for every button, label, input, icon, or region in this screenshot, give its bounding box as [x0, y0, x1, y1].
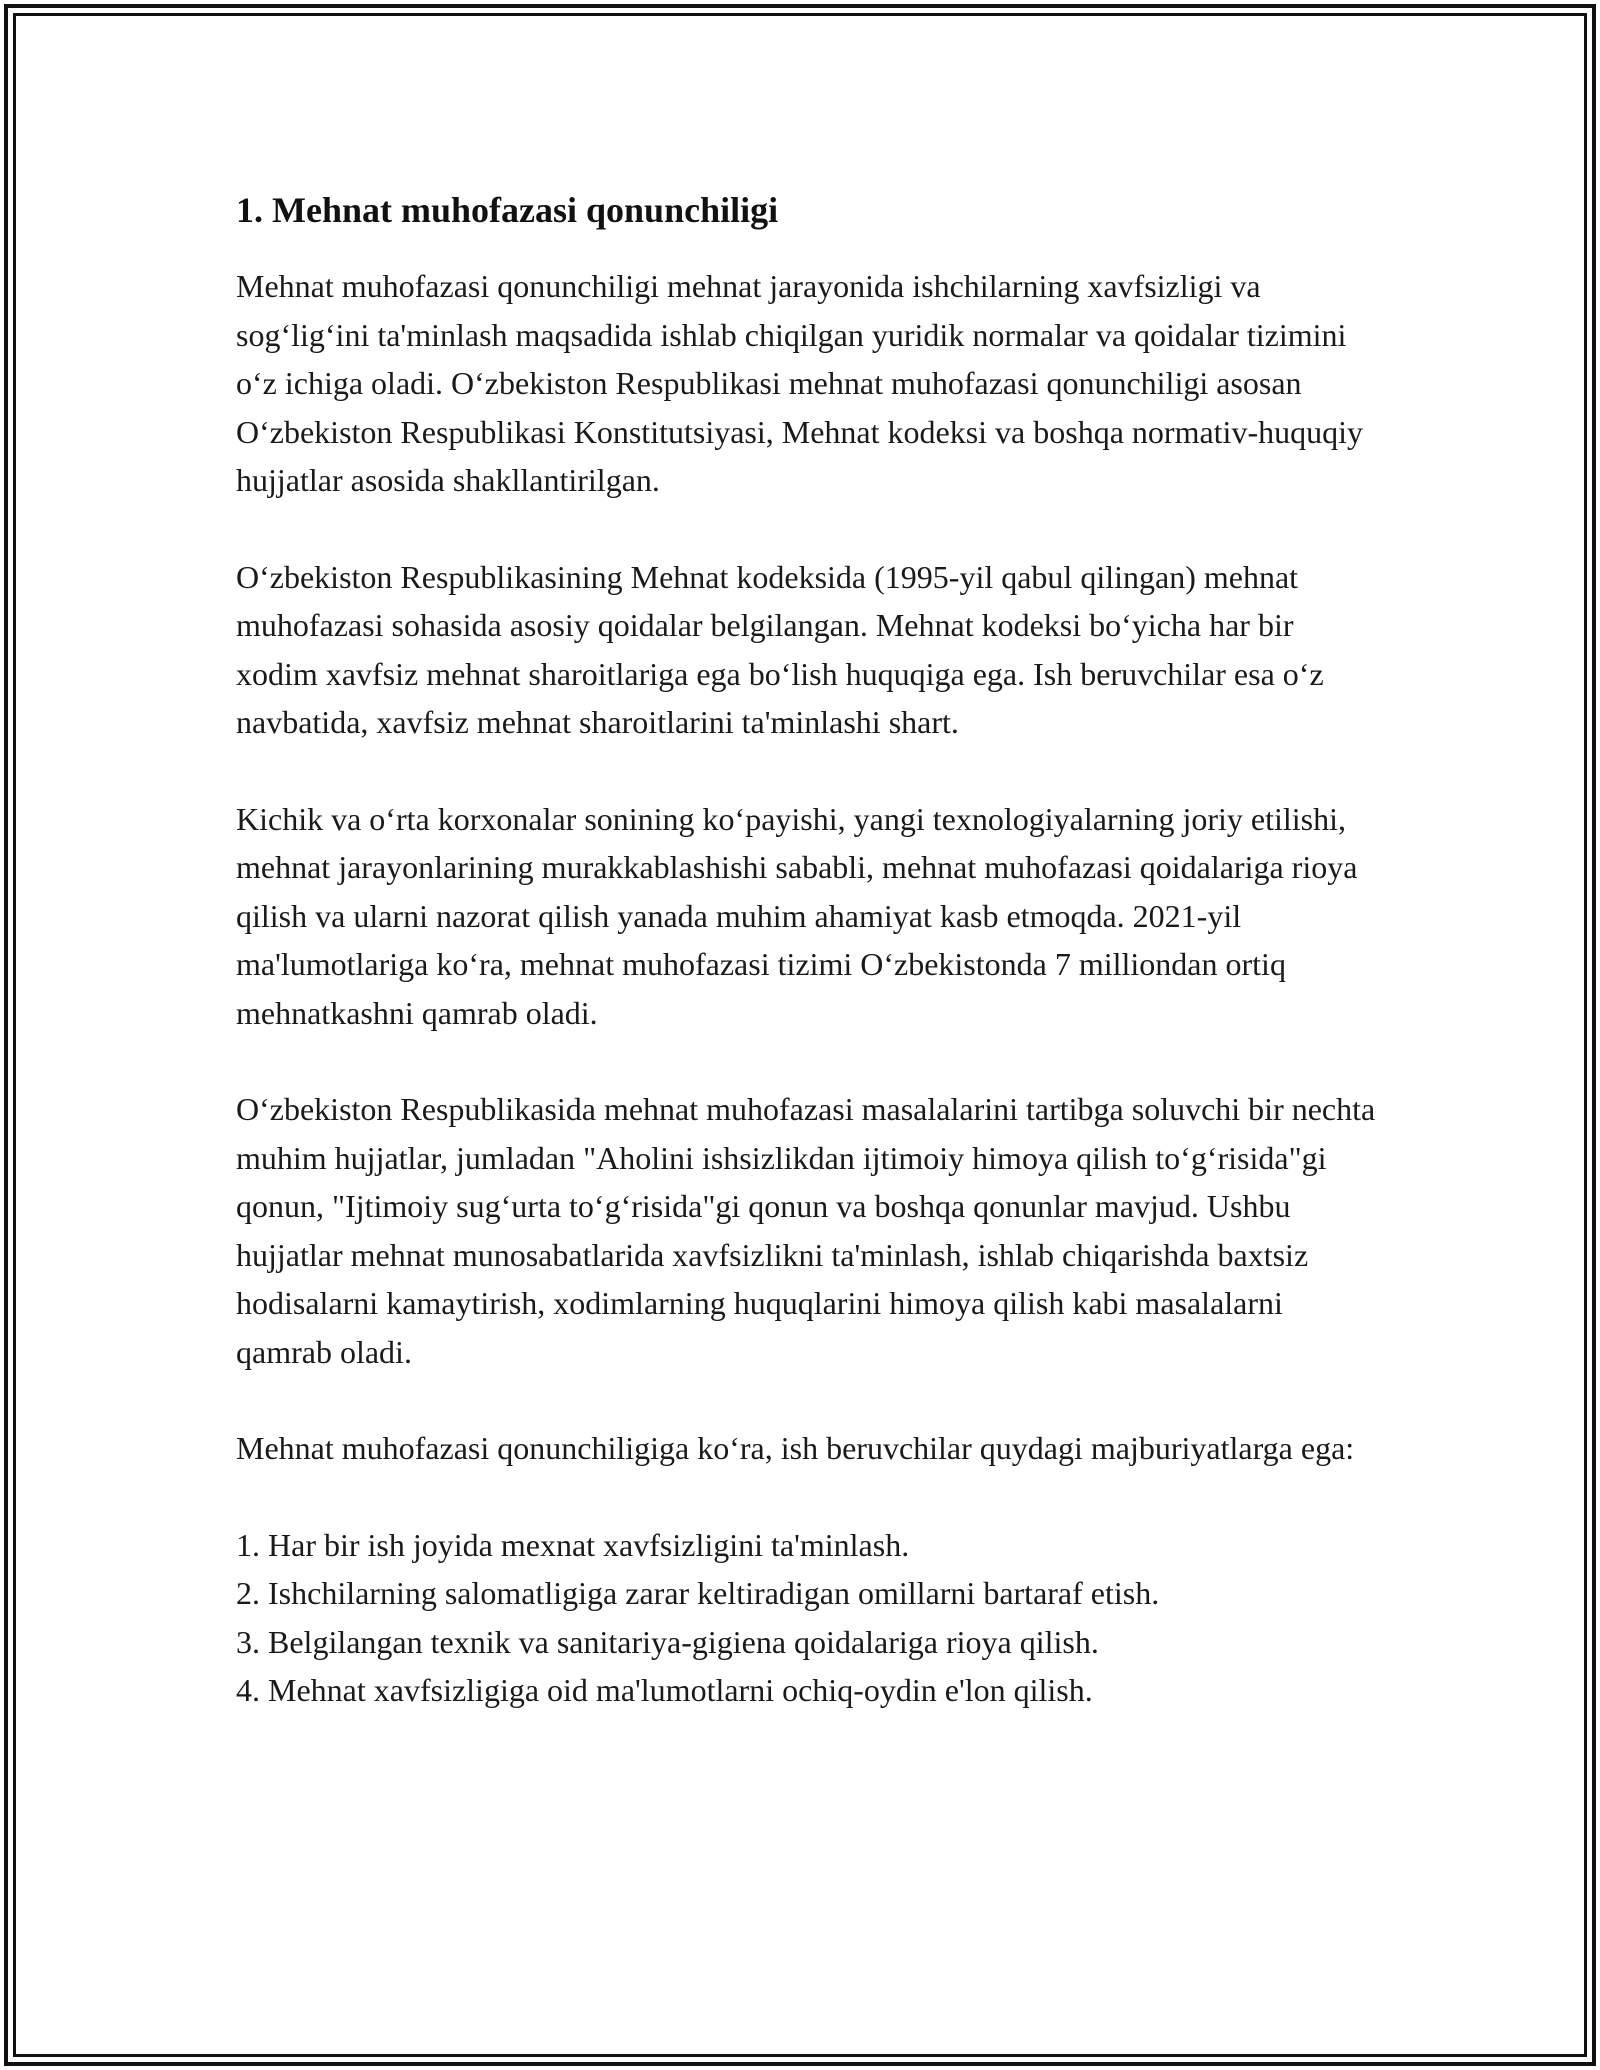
paragraph-intro: Mehnat muhofazasi qonunchiligi mehnat jarayonida ishchilarning xavfsizligi va sog‘lig‘ini ta'minlash maqsadida ishlab chiqilgan yuridik normalar va qoidalar tizimini o‘z ichiga oladi. O‘zbekiston Respublikasi mehnat muhofazasi qonunchiligi asosan O‘zbekiston Respublikasi Konstitutsiyasi, Mehnat kodeksi va boshqa normativ-huquqiy hujjatlar asosida shakllantirilgan. — [236, 268, 1363, 498]
paragraph-labor-code: O‘zbekiston Respublikasining Mehnat kodeksida (1995-yil qabul qilingan) mehnat muhofazasi sohasida asosiy qoidalar belgilangan. Mehnat kodeksi bo‘yicha har bir xodim xavfsiz mehnat sharoitlariga ega bo‘lish huquqiga ega. Ish beruvchilar esa o‘z navbatida, xavfsiz mehnat sharoitlarini ta'minlashi shart. — [236, 558, 1324, 740]
list-item: 4. Mehnat xavfsizligiga oid ma'lumotlarni ochiq-oydin e'lon qilish. — [236, 1672, 1093, 1708]
document-body — [236, 186, 1376, 1715]
list-item: 3. Belgilangan texnik va sanitariya-gigiena qoidalariga rioya qilish. — [236, 1623, 1099, 1660]
list-item: 1. Har bir ish joyida mexnat xavfsizligini ta'minlash. — [236, 1526, 910, 1563]
list-item: 2. Ishchilarning salomatligiga zarar keltiradigan omillarni bartaraf etish. — [236, 1575, 1160, 1611]
section-heading: 1. Mehnat muhofazasi qonunchiligi — [236, 190, 779, 230]
obligations-list — [236, 1521, 1376, 1715]
paragraph-legal-documents: O‘zbekiston Respublikasida mehnat muhofazasi masalalarini tartibga soluvchi bir nechta muhim hujjatlar, jumladan "Aholini ishsizlikdan ijtimoiy himoya qilish to‘g‘risida"gi qonun, "Ijtimoiy sug‘urta to‘g‘risida"gi qonun va boshqa qonunlar mavjud. Ushbu hujjatlar mehnat munosabatlarida xavfsizlikni ta'minlash, ishlab chiqarishda baxtsiz hodisalarni kamaytirish, xodimlarning huquqlarini himoya qilish kabi masalalarni qamrab oladi. — [236, 1091, 1376, 1370]
paragraph-small-business: Kichik va o‘rta korxonalar sonining ko‘payishi, yangi texnologiyalarning joriy etilishi, mehnat jarayonlarining murakkablashishi sababli, mehnat muhofazasi qoidalariga rioya qilish va ularni nazorat qilish yanada muhim ahamiyat kasb etmoqda. 2021-yil ma'lumotlariga ko‘ra, mehnat muhofazasi tizimi O‘zbekistonda 7 milliondan ortiq mehnatkashni qamrab oladi. — [236, 800, 1358, 1031]
paragraph-employer-obligations: Mehnat muhofazasi qonunchiligiga ko‘ra, ish beruvchilar quydagi majburiyatlarga ega: — [236, 1430, 1355, 1466]
